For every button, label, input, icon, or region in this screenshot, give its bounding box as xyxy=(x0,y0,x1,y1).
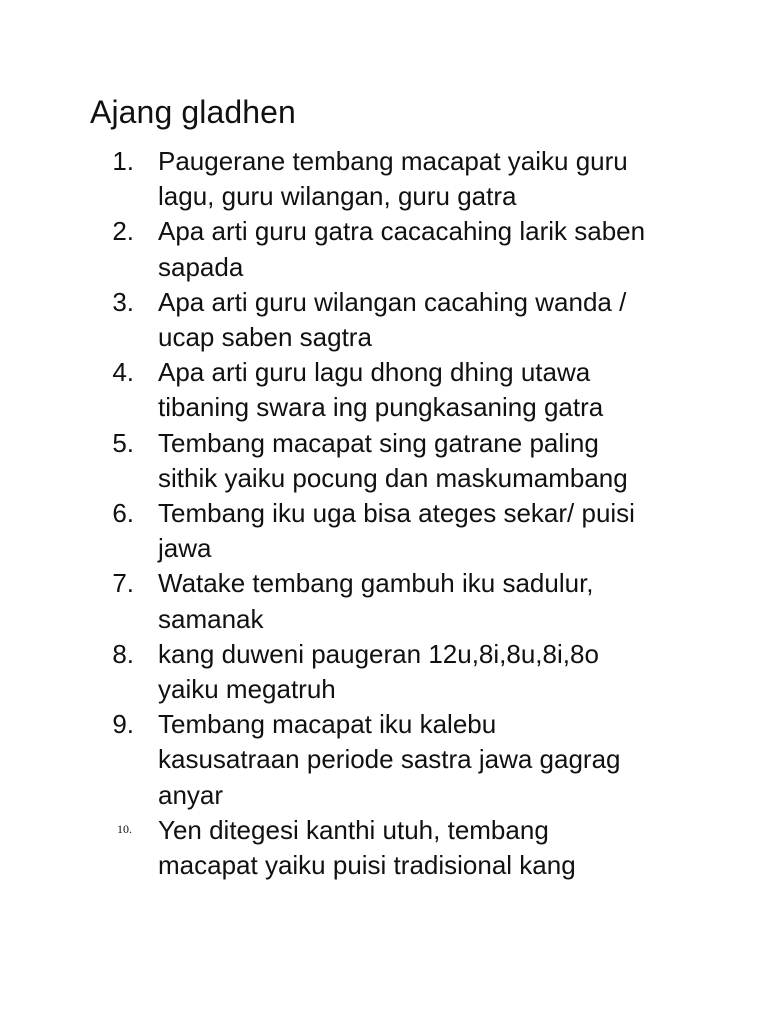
list-item xyxy=(0,426,768,496)
list-item xyxy=(0,637,768,707)
list-item xyxy=(0,214,768,284)
item-text: Apa arti guru gatra cacacahing larik saben sapada xyxy=(158,216,646,282)
list-item xyxy=(0,144,768,214)
question-list xyxy=(0,144,768,883)
list-item xyxy=(0,566,768,636)
item-text: kang duweni paugeran 12u,8i,8u,8i,8o yaiku megatruh xyxy=(158,638,599,705)
item-number: 9. xyxy=(112,709,134,740)
item-text: Paugerane tembang macapat yaiku guru lagu, guru wilangan, guru gatra xyxy=(158,146,628,212)
list-item xyxy=(0,707,768,813)
item-number: 4. xyxy=(112,357,134,388)
list-item xyxy=(0,813,768,883)
item-number: 7. xyxy=(112,568,134,599)
item-text: Tembang macapat sing gatrane paling sithik yaiku pocung dan maskumambang xyxy=(158,427,628,493)
item-number: 6. xyxy=(112,498,134,529)
item-text: Apa arti guru lagu dhong dhing utawa tibaning swara ing pungkasaning gatra xyxy=(158,357,604,423)
item-number: 5. xyxy=(112,427,134,458)
item-text: Yen ditegesi kanthi utuh, tembang macapat yaiku puisi tradisional kang xyxy=(158,814,576,881)
item-text: Tembang macapat iku kalebu kasusatraan periode sastra jawa gagrag anyar xyxy=(158,709,621,810)
item-number: 1. xyxy=(112,146,134,176)
list-item xyxy=(0,355,768,425)
list-item xyxy=(0,285,768,355)
item-number: 3. xyxy=(112,286,134,317)
item-number: 10. xyxy=(117,821,132,836)
item-number: 2. xyxy=(112,216,134,247)
document-title: Ajang gladhen xyxy=(90,94,296,130)
list-item xyxy=(0,496,768,566)
item-number: 8. xyxy=(112,638,134,669)
item-text: Watake tembang gambuh iku sadulur, samanak xyxy=(158,568,594,634)
item-text: Apa arti guru wilangan cacahing wanda / ucap saben sagtra xyxy=(158,286,627,353)
item-text: Tembang iku uga bisa ateges sekar/ puisi jawa xyxy=(158,498,635,564)
